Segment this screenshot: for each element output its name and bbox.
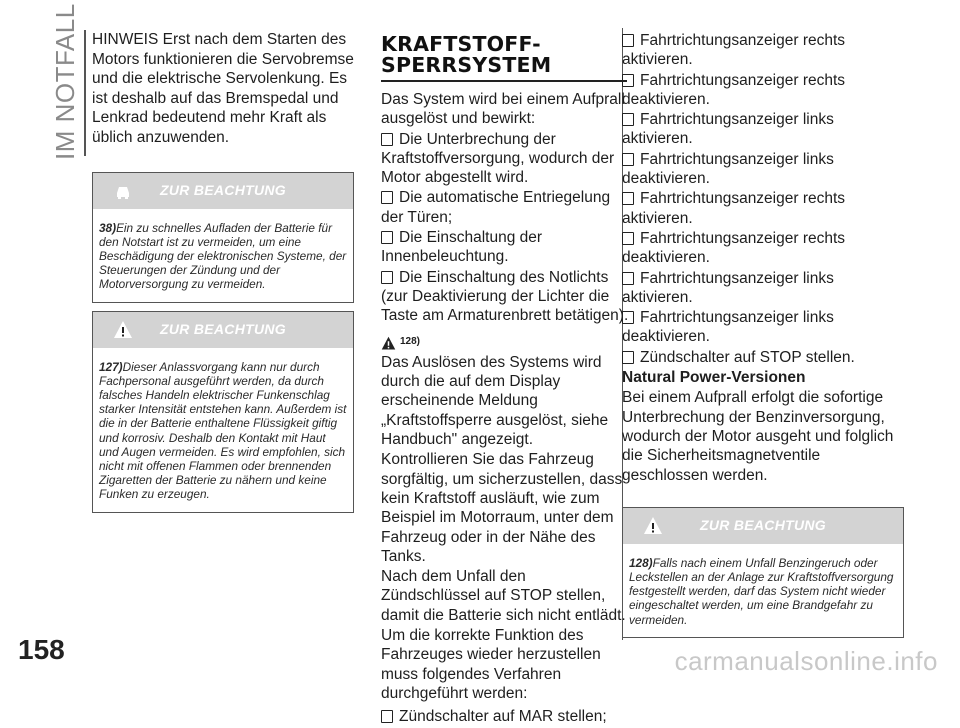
warning-triangle-icon: [113, 320, 133, 340]
warning-reference: [381, 332, 629, 351]
bullet-item: Fahrtrichtungsanzeiger links deaktivieren.: [622, 150, 904, 189]
bullet-item: Zündschalter auf MAR stellen;: [381, 707, 629, 726]
section-title-line-2: SPERRSYSTEM: [381, 53, 552, 77]
paragraph: Um die korrekte Funktion des Fahrzeuges wieder herzustellen muss folgendes Verfahren durchgeführt werden:: [381, 627, 601, 702]
bullet-item: Fahrtrichtungsanzeiger links aktivieren.: [622, 110, 904, 149]
paragraph: Bei einem Aufprall erfolgt die sofortige Unterbrechung der Benzinversorgung, wodurch der Motor ausgeht und folglich die Sicherheitsmagnetventile geschlossen werden.: [622, 389, 894, 484]
paragraph: Das System wird bei einem Aufprall ausgelöst und bewirkt:: [381, 91, 625, 128]
bullet-item: Die automatische Entriegelung der Türen;: [381, 188, 629, 227]
warning-body: [623, 544, 903, 637]
bullet-item: Fahrtrichtungsanzeiger links deaktivieren.: [622, 308, 904, 347]
warning-ref: 128): [629, 555, 653, 570]
bullet-item: Die Einschaltung des Notlichts (zur Deaktivierung der Lichter die Taste am Armaturenbrett betätigen).: [381, 268, 629, 325]
bullet-item: Fahrtrichtungsanzeiger links aktivieren.: [622, 269, 904, 308]
column-3: [622, 31, 904, 638]
warning-header: [93, 312, 353, 348]
side-rule: [84, 30, 86, 156]
subheading: Natural Power-Versionen: [622, 369, 806, 387]
warning-ref: 127): [99, 359, 123, 374]
page-number: 158: [18, 634, 65, 665]
bullet-item: Fahrtrichtungsanzeiger rechts deaktivieren.: [622, 229, 904, 268]
warning-header: [93, 173, 353, 209]
warning-title: ZUR BEACHTUNG: [699, 517, 826, 534]
column-2: [381, 34, 629, 728]
warning-text: Falls nach einem Unfall Benzingeruch oder Leckstellen an der Anlage zur Kraftstoffversorgung festgestellt werden, darf das System nicht wieder eingeschaltet werden, um eine Brandgefahr zu vermeiden.: [629, 555, 894, 627]
section-title: [381, 34, 629, 76]
title-rule: [381, 80, 627, 82]
watermark: carmanualsonline.info: [674, 646, 938, 676]
warning-title: ZUR BEACHTUNG: [159, 181, 286, 198]
paragraph: Kontrollieren Sie das Fahrzeug sorgfältig, um sicherzustellen, dass kein Kraftstoff ausläuft, wie zum Beispiel im Motorraum, unter dem Fahrzeug oder in der Nähe des Tanks.: [381, 451, 623, 565]
bullet-item: Die Einschaltung der Innenbeleuchtung.: [381, 228, 629, 267]
section-side-title: IM NOTFALL: [50, 3, 80, 160]
warning-body: [93, 209, 353, 302]
bullet-item: Fahrtrichtungsanzeiger rechts aktivieren.: [622, 31, 904, 70]
intro-paragraph: HINWEIS Erst nach dem Starten des Motors funktionieren die Servobremse und die elektrische Servolenkung. Es ist deshalb auf das Bremspedal und Lenkrad bedeutend mehr Kraft als üblich anzuwenden.: [92, 31, 354, 146]
warning-header: [623, 508, 903, 544]
warning-box-38: [92, 172, 354, 303]
bullet-item: Zündschalter auf STOP stellen.: [622, 348, 904, 367]
bullet-item: Fahrtrichtungsanzeiger rechts deaktivieren.: [622, 71, 904, 110]
section-title-line-1: KRAFTSTOFF-: [381, 32, 541, 56]
warning-ref: 38): [99, 220, 117, 235]
paragraph: Das Auslösen des Systems wird durch die auf dem Display erscheinende Meldung „Kraftstoffsperre ausgelöst, siehe Handbuch" angezeigt.: [381, 353, 609, 449]
column-1: [92, 30, 354, 513]
warning-triangle-icon: [381, 336, 396, 351]
car-warning-icon: [113, 181, 133, 201]
warning-text: Ein zu schnelles Aufladen der Batterie für den Notstart ist zu vermeiden, um eine Beschädigung der elektronischen Systeme, der Steuerungen der Zündung und der Motorversorgung zu vermeiden.: [99, 220, 347, 292]
bullet-item: Fahrtrichtungsanzeiger rechts aktivieren.: [622, 189, 904, 228]
warning-box-127: [92, 311, 354, 513]
warning-body: [93, 348, 353, 512]
warning-ref-number: 128): [400, 335, 421, 347]
bullet-item: Die Unterbrechung der Kraftstoffversorgung, wodurch der Motor abgestellt wird.: [381, 130, 629, 188]
paragraph: Nach dem Unfall den Zündschlüssel auf STOP stellen, damit die Batterie sich nicht entlädt.: [381, 568, 626, 624]
warning-box-128: [622, 507, 904, 638]
warning-text: Dieser Anlassvorgang kann nur durch Fachpersonal ausgeführt werden, da durch falsches Handeln elektrischer Funkenschlag starker Intensität entstehen kann. Außerdem ist die in der Batterie enthaltene Flüssigkeit giftig und korrosiv. Deshalb den Kontakt mit Haut und Augen vermeiden. Es wird empfohlen, sich nicht mit offenen Flammen oder brennenden Zigaretten der Batterie zu nähern und keine Funken zu erzeugen.: [99, 359, 347, 502]
warning-triangle-icon: [643, 516, 663, 536]
warning-title: ZUR BEACHTUNG: [159, 320, 286, 337]
